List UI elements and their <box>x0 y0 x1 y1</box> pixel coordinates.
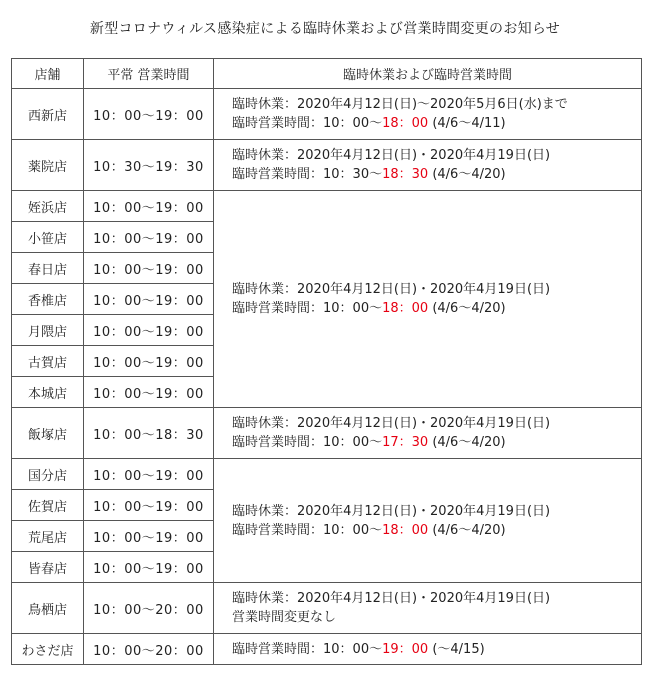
store-name: わさだ店 <box>12 634 84 665</box>
closure-line: 臨時休業：2020年4月12日(日)～2020年5月6日(水)まで <box>232 97 568 112</box>
temporary-note <box>214 459 642 583</box>
store-name: 香椎店 <box>12 284 84 315</box>
table-row <box>12 408 642 459</box>
highlight-time: 18：00 <box>382 301 429 316</box>
header-temporary: 臨時休業および臨時営業時間 <box>214 59 642 89</box>
header-normal-hours: 平常 営業時間 <box>84 59 214 89</box>
normal-hours: 10：00～19：00 <box>84 284 214 315</box>
hours-line: 臨時営業時間：10：00～17：30 (4/6～4/20) <box>232 435 506 450</box>
normal-hours: 10：00～19：00 <box>84 346 214 377</box>
store-name: 姪浜店 <box>12 191 84 222</box>
store-name: 小笹店 <box>12 222 84 253</box>
table-row <box>12 191 642 222</box>
temporary-note <box>214 634 642 665</box>
no-change-line: 営業時間変更なし <box>232 610 337 625</box>
store-name: 国分店 <box>12 459 84 490</box>
normal-hours: 10：00～19：00 <box>84 459 214 490</box>
hours-line: 臨時営業時間：10：00～18：00 (4/6～4/11) <box>232 116 506 131</box>
normal-hours: 10：00～20：00 <box>84 634 214 665</box>
normal-hours: 10：00～19：00 <box>84 490 214 521</box>
store-name: 薬院店 <box>12 140 84 191</box>
closure-line: 臨時休業：2020年4月12日(日)・2020年4月19日(日) <box>232 282 551 297</box>
normal-hours: 10：00～19：00 <box>84 253 214 284</box>
table-row <box>12 140 642 191</box>
normal-hours: 10：00～20：00 <box>84 583 214 634</box>
closure-line: 臨時休業：2020年4月12日(日)・2020年4月19日(日) <box>232 503 551 519</box>
store-name: 本城店 <box>12 377 84 408</box>
temporary-note <box>214 583 642 634</box>
store-name: 荒尾店 <box>12 521 84 552</box>
highlight-time: 18：30 <box>382 167 429 182</box>
closure-line: 臨時休業：2020年4月12日(日)・2020年4月19日(日) <box>232 591 551 606</box>
temporary-note <box>214 408 642 459</box>
normal-hours: 10：00～19：00 <box>84 377 214 408</box>
store-name: 月隈店 <box>12 315 84 346</box>
normal-hours: 10：00～19：00 <box>84 315 214 346</box>
store-name: 西新店 <box>12 89 84 140</box>
normal-hours: 10：00～19：00 <box>84 191 214 222</box>
hours-line: 臨時営業時間：10：00～18：00 (4/6～4/20) <box>232 522 506 538</box>
closure-line: 臨時休業：2020年4月12日(日)・2020年4月19日(日) <box>232 416 551 431</box>
hours-line: 臨時営業時間：10：00～18：00 (4/6～4/20) <box>232 301 506 316</box>
normal-hours: 10：00～19：00 <box>84 521 214 552</box>
store-name: 飯塚店 <box>12 408 84 459</box>
highlight-time: 18：00 <box>382 116 429 131</box>
store-name: 佐賀店 <box>12 490 84 521</box>
table-row <box>12 634 642 665</box>
table-row <box>12 459 642 490</box>
normal-hours: 10：00～19：00 <box>84 222 214 253</box>
highlight-time: 17：30 <box>382 435 429 450</box>
schedule-table <box>11 58 642 665</box>
temporary-note <box>214 140 642 191</box>
store-name: 鳥栖店 <box>12 583 84 634</box>
temporary-note <box>214 89 642 140</box>
table-row <box>12 89 642 140</box>
store-name: 古賀店 <box>12 346 84 377</box>
normal-hours: 10：30～19：30 <box>84 140 214 191</box>
header-store: 店舗 <box>12 59 84 89</box>
closure-line: 臨時休業：2020年4月12日(日)・2020年4月19日(日) <box>232 148 551 163</box>
highlight-time: 18：00 <box>382 522 429 538</box>
normal-hours: 10：00～19：00 <box>84 89 214 140</box>
highlight-time: 19：00 <box>382 641 429 657</box>
page-title: 新型コロナウィルス感染症による臨時休業および営業時間変更のお知らせ <box>89 21 561 37</box>
store-name: 春日店 <box>12 253 84 284</box>
table-header <box>12 59 642 89</box>
hours-line: 臨時営業時間：10：30～18：30 (4/6～4/20) <box>232 167 506 182</box>
normal-hours: 10：00～19：00 <box>84 552 214 583</box>
store-name: 皆春店 <box>12 552 84 583</box>
temporary-note <box>214 191 642 408</box>
normal-hours: 10：00～18：30 <box>84 408 214 459</box>
table-row <box>12 583 642 634</box>
hours-line: 臨時営業時間：10：00～19：00 (～4/15) <box>232 641 485 657</box>
